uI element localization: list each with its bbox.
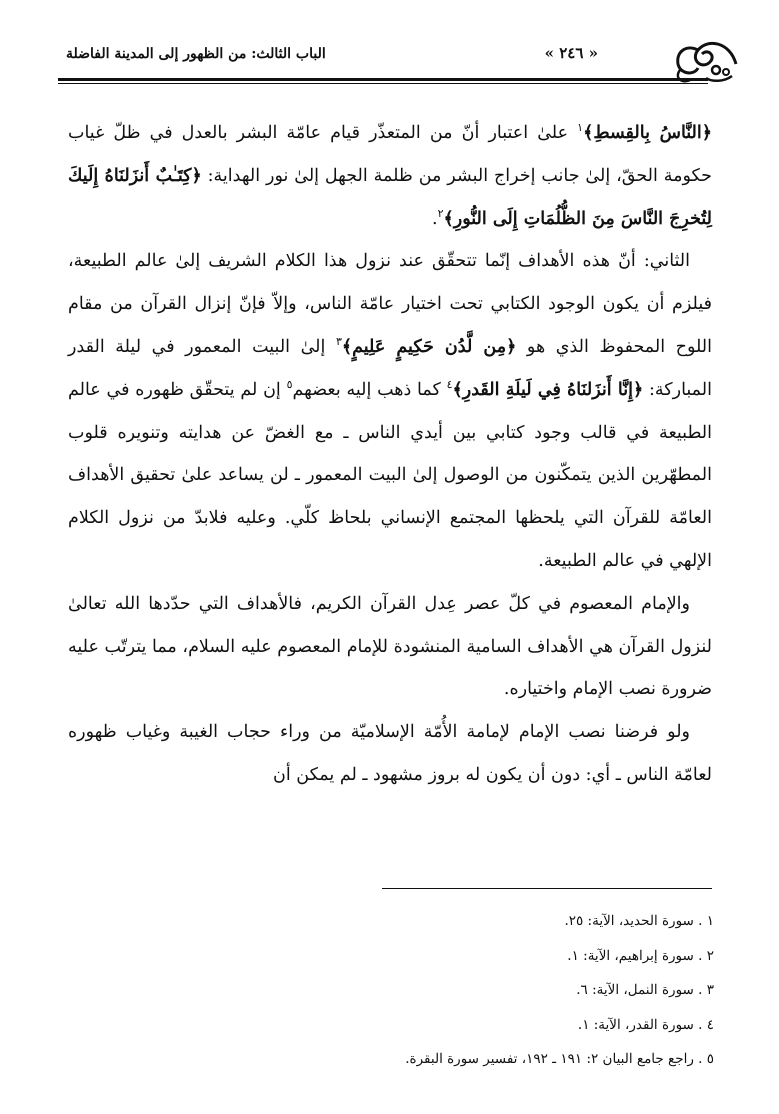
- footnote-ref[interactable]: ٤: [446, 377, 453, 391]
- paragraph-text: كما ذهب إليه بعضهم: [292, 379, 447, 400]
- quran-quote: ﴿مِن لَّدُن حَكِيمٍ عَلِيمٍ﴾: [341, 336, 517, 357]
- footnote-item: ١ . سورة الحديد، الآية: ٢٥.: [564, 913, 714, 929]
- quran-quote: ﴿كِتَـٰبٌ أَنزَلنَاهُ إِلَيكَ لِتُخرِجَ النَّاسَ مِنَ الظُّلُمَاتِ إِلَى النُّورِ﴾: [68, 165, 712, 229]
- paragraph-4: ولو فرضنا نصب الإمام لإمامة الأُمّة الإسلاميّة من وراء حجاب الغيبة وغياب ظهوره لعامّة الناس ـ أي: دون أن يكون له بروز مشهود ـ لم يمكن أن: [68, 722, 712, 785]
- paragraph-2: [68, 240, 712, 582]
- quran-quote: ﴿إِنَّا أَنزَلنَاهُ فِي لَيلَةِ القَدرِ﴾: [452, 379, 644, 400]
- footnotes: [100, 904, 714, 1077]
- paragraph-text: إن لم يتحقّق ظهوره في عالم الطبيعة في قالب وجود كتابي بين أيدي الناس ـ مع الغضّ عن هدايته وتنويره قلوب المطهّرين الذين يتمكّنون من الوصول إلىٰ البيت المعمور ـ لن يساعد علىٰ تحقيق الأهداف العامّة للقرآن التي يلحظها المجتمع الإنساني بلحاظ كلّي. وعليه فلابدّ من نزول الكلام الإلهي في عالم الطبيعة.: [68, 379, 712, 571]
- paragraph-1: [68, 112, 712, 240]
- paragraph-text: علىٰ اعتبار أنّ من المتعذّر قيام عامّة البشر بالعدل في ظلّ غياب حكومة الحقّ، إلىٰ جانب إخراج البشر من ظلمة الجهل إلىٰ نور الهداية:: [68, 123, 712, 186]
- quran-quote: ﴿النَّاسُ بِالقِسطِ﴾: [583, 123, 712, 143]
- running-title: الباب الثالث: من الظهور إلى المدينة الفاضلة: [66, 46, 326, 62]
- footnote-ref[interactable]: ١: [577, 121, 584, 135]
- header-rule: [58, 78, 708, 81]
- paragraph-3: والإمام المعصوم في كلّ عصر عِدل القرآن الكريم، فالأهداف التي حدّدها الله تعالىٰ لنزول القرآن هي الأهداف السامية المنشودة للإمام المعصوم عليه السلام، مما يترتّب عليه ضرورة نصب الإمام واختياره.: [68, 593, 712, 700]
- page-number: « ٢٤٦ »: [544, 44, 598, 62]
- footnote-item: ٤ . سورة القدر، الآية: ١.: [577, 1016, 714, 1033]
- footnote-divider: [382, 888, 712, 889]
- body-text: [68, 112, 712, 797]
- footnote-ref[interactable]: ٢: [437, 206, 444, 220]
- footnote-item: ٣ . سورة النمل، الآية: ٦.: [576, 982, 714, 998]
- paragraph-text: إلىٰ البيت المعمور في ليلة القدر المباركة:: [68, 336, 712, 400]
- footnote-ref[interactable]: ٥: [286, 377, 293, 391]
- footnote-ref[interactable]: ٣: [335, 335, 342, 349]
- footnote-item: ٥ . راجع جامع البيان ٢: ١٩١ ـ ١٩٢، تفسير سورة البقرة.: [405, 1051, 714, 1067]
- footnote-item: ٢ . سورة إبراهيم، الآية: ١.: [567, 947, 714, 964]
- header-rule-thin: [58, 83, 708, 84]
- paragraph-text: الثاني: أنّ هذه الأهداف إنّما تتحقّق عند نزول هذا الكلام الشريف إلىٰ عالم الطبيعة، فيلزم أن يكون الوجود الكتابي تحت اختيار عامّة الناس، وإلاّ فإنّ إنزال القرآن من مقام اللوح المحفوظ الذي هو: [68, 251, 712, 357]
- paragraph-text: .: [432, 208, 438, 229]
- page-header: [58, 34, 738, 86]
